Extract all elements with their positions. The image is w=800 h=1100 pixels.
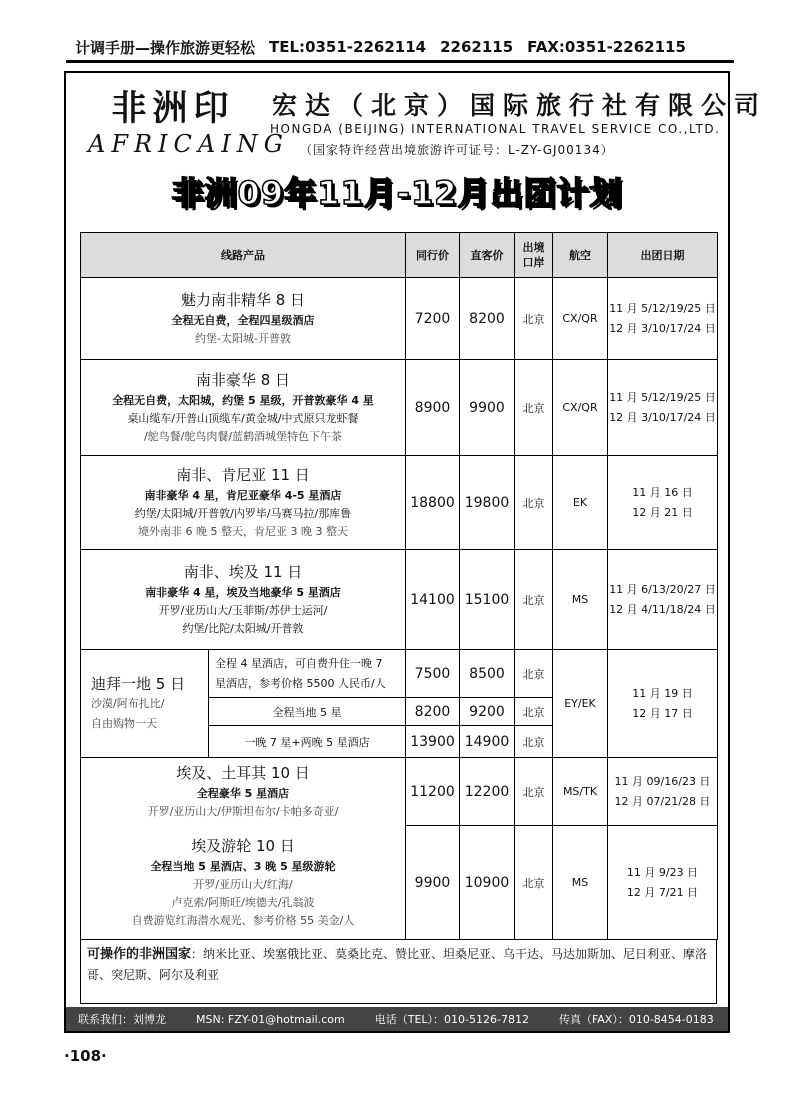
peer-price: 8200 bbox=[406, 698, 460, 726]
table-row bbox=[81, 758, 718, 826]
header-route: 线路产品 bbox=[81, 233, 406, 278]
countries-list: ：纳米比亚、埃塞俄比亚、莫桑比克、赞比亚、坦桑尼亚、乌干达、马达加斯加、尼日利亚、摩洛哥、突尼斯、阿尔及利亚 bbox=[87, 947, 708, 982]
page-number: ·108· bbox=[64, 1047, 107, 1065]
license-number: （国家特许经营出境旅游许可证号：L-ZY-GJ00134） bbox=[300, 143, 614, 157]
departure-dates: 11 月 5/12/19/25 日 12 月 3/10/17/24 日 bbox=[608, 278, 718, 360]
departure-port: 北京 bbox=[515, 360, 553, 456]
departure-dates: 11 月 9/23 日 12 月 7/21 日 bbox=[608, 826, 718, 940]
route-cell: 南非、肯尼亚 11 日 南非豪华 4 星，肯尼亚豪华 4-5 星酒店 约堡/太阳城/开普敦/内罗毕/马赛马拉/那库鲁 境外南非 6 晚 5 整天，肯尼亚 3 晚 3 整天 bbox=[81, 456, 406, 550]
table-row bbox=[81, 456, 718, 550]
countries-label: 可操作的非洲国家 bbox=[87, 947, 192, 962]
tour-plan-table bbox=[80, 232, 718, 650]
peer-price: 11200 bbox=[406, 758, 460, 826]
egypt-table bbox=[80, 757, 718, 940]
brand-name-en: AFRICAING bbox=[88, 130, 289, 158]
airline: CX/QR bbox=[553, 278, 608, 360]
airline: EK bbox=[553, 456, 608, 550]
header-tel2: 2262115 bbox=[440, 38, 514, 56]
header-slogan: 计调手册—操作旅游更轻松 bbox=[75, 38, 256, 57]
departure-dates: 11 月 5/12/19/25 日 12 月 3/10/17/24 日 bbox=[608, 360, 718, 456]
brand-name-cn: 非洲印 bbox=[111, 89, 235, 129]
table-header-row bbox=[81, 233, 718, 278]
peer-price: 8900 bbox=[406, 360, 460, 456]
contact-footer bbox=[66, 1007, 728, 1031]
dubai-option-desc: 全程 4 星酒店，可自费升住一晚 7 星酒店，参考价格 5500 人民币/人 bbox=[209, 650, 406, 698]
peer-price: 7500 bbox=[406, 650, 460, 698]
company-name-cn: 宏达（北京）国际旅行社有限公司 bbox=[272, 91, 768, 120]
direct-price: 8500 bbox=[460, 650, 515, 698]
direct-price: 8200 bbox=[460, 278, 515, 360]
departure-port: 北京 bbox=[515, 758, 553, 826]
company-name-en: HONGDA (BEIJING) INTERNATIONAL TRAVEL SERVICE CO.,LTD. bbox=[270, 122, 721, 136]
airline: MS bbox=[553, 826, 608, 940]
table-row bbox=[81, 360, 718, 456]
dubai-option-desc: 全程当地 5 星 bbox=[209, 698, 406, 726]
contact-msn: MSN: FZY-01@hotmail.com bbox=[196, 1012, 345, 1026]
page-header bbox=[75, 36, 725, 58]
dubai-table bbox=[80, 649, 718, 758]
departure-port: 北京 bbox=[515, 826, 553, 940]
contact-person: 联系我们：刘博龙 bbox=[78, 1013, 166, 1026]
header-direct-price: 直客价 bbox=[460, 233, 515, 278]
route-cell: 南非、埃及 11 日 南非豪华 4 星，埃及当地豪华 5 星酒店 开罗/亚历山大/玉菲斯/苏伊士运河/ 约堡/比陀/太阳城/开普敦 bbox=[81, 550, 406, 650]
departure-dates: 11 月 09/16/23 日 12 月 07/21/28 日 bbox=[608, 758, 718, 826]
direct-price: 10900 bbox=[460, 826, 515, 940]
airline: CX/QR bbox=[553, 360, 608, 456]
peer-price: 18800 bbox=[406, 456, 460, 550]
dubai-route-cell: 迪拜一地 5 日 沙漠/阿布扎比/ 自由购物一天 bbox=[81, 650, 209, 758]
direct-price: 14900 bbox=[460, 726, 515, 758]
page-title: 非洲09年11月-12月出团计划 bbox=[171, 174, 623, 212]
contact-tel: 电话（TEL）：010-5126-7812 bbox=[374, 1013, 529, 1026]
header-port: 出境 口岸 bbox=[515, 233, 553, 278]
operable-countries bbox=[80, 940, 717, 1004]
header-peer-price: 同行价 bbox=[406, 233, 460, 278]
airline: MS/TK bbox=[553, 758, 608, 826]
departure-dates: 11 月 19 日 12 月 17 日 bbox=[608, 650, 718, 758]
departure-port: 北京 bbox=[515, 550, 553, 650]
route-cell: 南非豪华 8 日 全程无自费，太阳城，约堡 5 星级，开普敦豪华 4 星 桌山缆车/开普山顶缆车/黄金城/中式原只龙虾餐 /鸵鸟餐/鸵鸟肉餐/蓝鹤酒城堡特色下午茶 bbox=[81, 360, 406, 456]
header-tel: TEL:0351-2262114 bbox=[269, 38, 427, 56]
departure-port: 北京 bbox=[515, 456, 553, 550]
departure-port: 北京 bbox=[515, 698, 553, 726]
airline: MS bbox=[553, 550, 608, 650]
departure-dates: 11 月 16 日 12 月 21 日 bbox=[608, 456, 718, 550]
peer-price: 7200 bbox=[406, 278, 460, 360]
header-divider bbox=[66, 60, 734, 63]
departure-port: 北京 bbox=[515, 278, 553, 360]
direct-price: 19800 bbox=[460, 456, 515, 550]
contact-fax: 传真（FAX）：010-8454-0183 bbox=[558, 1013, 714, 1026]
departure-port: 北京 bbox=[515, 650, 553, 698]
peer-price: 13900 bbox=[406, 726, 460, 758]
peer-price: 9900 bbox=[406, 826, 460, 940]
table-row bbox=[81, 278, 718, 360]
table-row bbox=[81, 550, 718, 650]
direct-price: 9200 bbox=[460, 698, 515, 726]
departure-port: 北京 bbox=[515, 726, 553, 758]
departure-dates: 11 月 6/13/20/27 日 12 月 4/11/18/24 日 bbox=[608, 550, 718, 650]
brand-logo bbox=[88, 89, 289, 168]
table-row bbox=[81, 826, 718, 940]
table-row bbox=[81, 650, 718, 698]
direct-price: 15100 bbox=[460, 550, 515, 650]
route-cell: 埃及、土耳其 10 日 全程豪华 5 星酒店 开罗/亚历山大/伊斯坦布尔/卡帕多奇亚/ bbox=[81, 758, 406, 826]
airline: EY/EK bbox=[553, 650, 608, 758]
direct-price: 12200 bbox=[460, 758, 515, 826]
route-cell: 埃及游轮 10 日 全程当地 5 星酒店、3 晚 5 星级游轮 开罗/亚历山大/红海/ 卢克索/阿斯旺/埃德夫/孔翁波 自费游览红海潜水观光、参考价格 55 美金/人 bbox=[81, 826, 406, 940]
dubai-option-desc: 一晚 7 星+两晚 5 星酒店 bbox=[209, 726, 406, 758]
direct-price: 9900 bbox=[460, 360, 515, 456]
route-cell: 魅力南非精华 8 日 全程无自费，全程四星级酒店 约堡-太阳城-开普敦 bbox=[81, 278, 406, 360]
peer-price: 14100 bbox=[406, 550, 460, 650]
header-fax: FAX:0351-2262115 bbox=[527, 38, 686, 56]
header-dates: 出团日期 bbox=[608, 233, 718, 278]
header-airline: 航空 bbox=[553, 233, 608, 278]
